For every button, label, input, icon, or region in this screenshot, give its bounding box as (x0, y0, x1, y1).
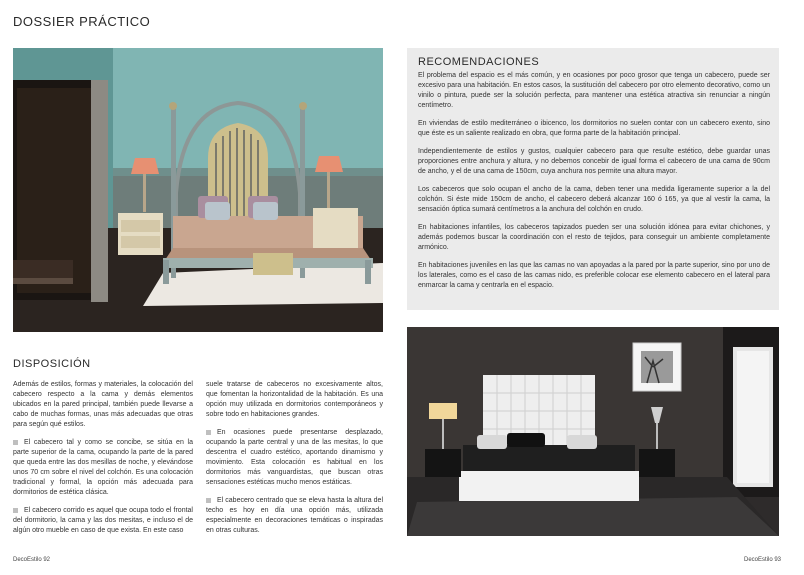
disposition-column-2 (206, 380, 383, 544)
classic-bedroom-photo (13, 48, 383, 332)
disposition-paragraph: Además de estilos, formas y materiales, la colocación del cabecero respecto a la cama y demás elementos ubicados en la pared principal, también puede llevarse a cabo de muchas formas, unas más adecuadas que otras para según qué estilos. (13, 381, 193, 428)
footer-page-right: DecoEstilo 93 (744, 557, 782, 563)
recommendations-text (418, 71, 770, 299)
disposition-title: DISPOSICIÓN (13, 358, 91, 370)
recommendations-title: RECOMENDACIONES (418, 56, 540, 68)
bullet-square-icon (206, 498, 211, 503)
recommendation-paragraph: En viviendas de estilo mediterráneo o ibicenco, los dormitorios no suelen contar con un cabecero exento, sino que éste es un saliente realizado en obra, que forma parte de la habitación principal. (418, 120, 770, 137)
bullet-square-icon (13, 508, 18, 513)
recommendation-paragraph: El problema del espacio es el más común, y en ocasiones por poco grosor que tenga un cabecero, puede ser excesivo para una habitación. En estos casos, la sustitución del cabecero por otro elemento decorativo, como un vinilo o pintura, puede ser la solución perfecta, para mantener una estética atractiva sin renunciar a ningún centímetro. (418, 72, 770, 109)
disposition-paragraph: suele tratarse de cabeceros no excesivamente altos, que fomentan la horizontalidad de la habitación. Es una opción muy utilizada en dormitorios contemporáneos y sobre todo en habitaciones grandes. (206, 381, 383, 418)
modern-bedroom-photo (407, 327, 779, 536)
disposition-paragraph: El cabecero tal y como se concibe, se sitúa en la parte superior de la cama, ocupando la parte de la pared que queda entre las dos mesillas de noche, y elevándose unos 70 cm sobre el nivel del colchón. Es una colocación tradicional y formal, la opción más adecuada para dormitorios de estética clásica. (13, 439, 193, 496)
recommendation-paragraph: En habitaciones juveniles en las que las camas no van apoyadas a la pared por la parte superior, sino por uno de los laterales, como es el caso de las camas nido, es preferible colocar ese elemento cabecero en el lateral para enmarcar la cama y centrarla en el espacio. (418, 262, 770, 289)
recommendation-paragraph: En habitaciones infantiles, los cabeceros tapizados pueden ser una solución idónea para evitar chichones, y además podemos buscar la coordinación con el resto de tejidos, para conseguir un ambiente completamente armónico. (418, 224, 770, 251)
disposition-paragraph: En ocasiones puede presentarse desplazado, ocupando la parte central y una de las mesitas, lo que descentra el cuadro estético, aportando dinamismo y movimiento. Esta colocación es habitual en los dormitorios más vanguardistas, que buscan otras sensaciones estéticas mucho menos estáticas. (206, 429, 383, 486)
page-title: DOSSIER PRÁCTICO (13, 14, 151, 29)
recommendation-paragraph: Los cabeceros que solo ocupan el ancho de la cama, deben tener una medida ligeramente superior a la del colchón. Si éste mide 150cm de ancho, el cabecero deberá alcanzar 160 ó 165, ya que al vestir la cama, la sensación óptica sumará centímetros a la anchura del colchón en crudo. (418, 186, 770, 213)
disposition-column-1 (13, 380, 193, 544)
footer-page-left: DecoEstilo 92 (13, 557, 51, 563)
recommendation-paragraph: Independientemente de estilos y gustos, cualquier cabecero para que resulte estético, debe guardar unas proporciones entre anchura y altura, y no debemos concebir de igual forma el cabecero de una cama de 90cm de ancho, y el de una cama de 150cm, cuya anchura nos permite una altura mayor. (418, 148, 770, 175)
disposition-paragraph: El cabecero centrado que se eleva hasta la altura del techo es hoy en día una opción más, utilizada especialmente en decoraciones temáticas o inspiradas en otras culturas. (206, 497, 383, 534)
disposition-paragraph: El cabecero corrido es aquel que ocupa todo el frontal del dormitorio, la cama y las dos mesitas, e incluso el de algún otro mueble en caso de que exista. En este caso (13, 507, 193, 534)
bullet-square-icon (13, 440, 18, 445)
bullet-square-icon (206, 430, 211, 435)
